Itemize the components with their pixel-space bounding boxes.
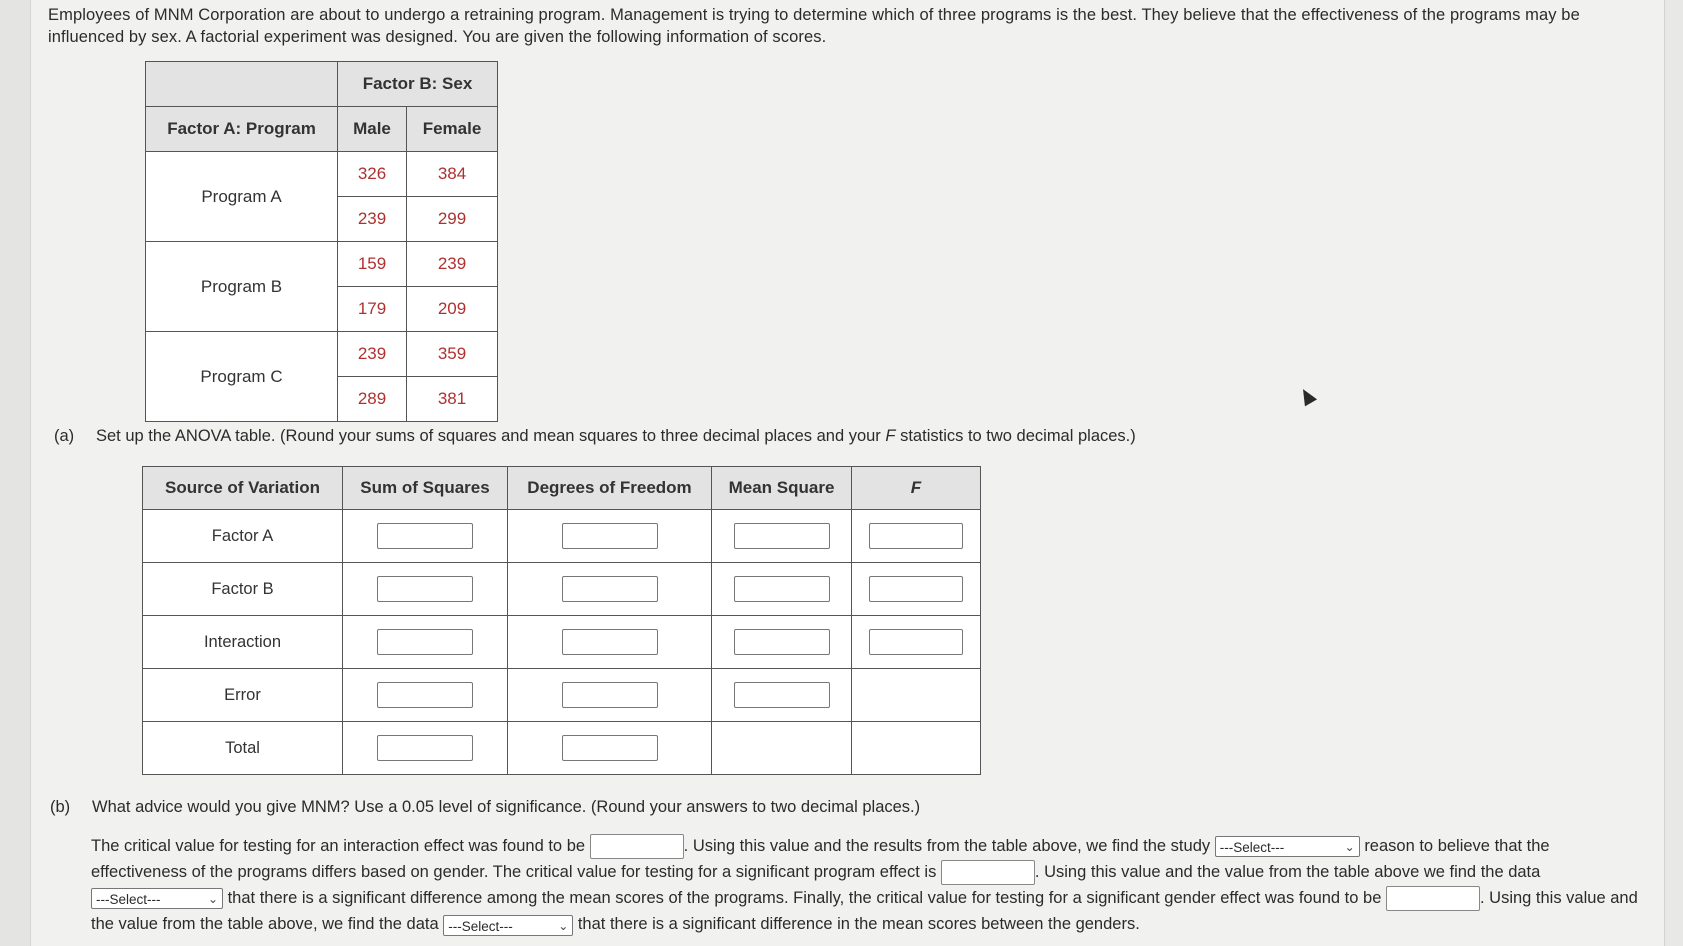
score-cell: 179	[338, 287, 407, 332]
header-source: Source of Variation	[143, 467, 343, 510]
mouse-cursor-icon	[1297, 386, 1317, 407]
score-cell: 209	[407, 287, 498, 332]
program-conclusion-select[interactable]: ---Select--- ⌄	[91, 888, 223, 909]
df-total-input[interactable]	[562, 735, 658, 761]
score-cell: 239	[407, 242, 498, 287]
empty-cell	[852, 669, 981, 722]
ss-factor-a-input[interactable]	[377, 523, 473, 549]
anova-row-factor-b	[143, 563, 981, 616]
program-label: Program B	[146, 242, 338, 332]
source-label: Total	[143, 722, 343, 775]
ss-factor-b-input[interactable]	[377, 576, 473, 602]
sentence-text: . Using this value and the value from the table above, we find the data	[91, 889, 1638, 934]
ss-error-input[interactable]	[377, 682, 473, 708]
part-b-label: (b)	[50, 798, 71, 816]
female-header: Female	[407, 107, 498, 152]
factor-a-header: Factor A: Program	[146, 107, 338, 152]
header-sum-of-squares: Sum of Squares	[343, 467, 508, 510]
f-interaction-input[interactable]	[869, 629, 963, 655]
header-f: F	[852, 467, 981, 510]
anova-row-total	[143, 722, 981, 775]
scores-table	[145, 61, 498, 422]
problem-intro: Employees of MNM Corporation are about to undergo a retraining program. Management is trying to determine which of three programs is the best. They believe that the effectiveness of the programs may be influenced by sex. A factorial experiment was designed. You are given the following information of scores.	[48, 6, 1580, 46]
header-degrees-of-freedom: Degrees of Freedom	[508, 467, 712, 510]
ms-factor-b-input[interactable]	[734, 576, 830, 602]
df-interaction-input[interactable]	[562, 629, 658, 655]
f-symbol: F	[885, 427, 896, 445]
sentence-text: that there is a significant difference in the mean scores between the genders.	[577, 915, 1140, 934]
score-cell: 299	[407, 197, 498, 242]
empty-cell	[712, 722, 852, 775]
part-a-instructions	[54, 427, 1136, 446]
f-factor-b-input[interactable]	[869, 576, 963, 602]
part-a-text-end: statistics to two decimal places.)	[900, 427, 1136, 445]
ss-interaction-input[interactable]	[377, 629, 473, 655]
anova-row-factor-a	[143, 510, 981, 563]
anova-table	[142, 466, 981, 775]
interaction-conclusion-select[interactable]: ---Select--- ⌄	[1215, 836, 1360, 857]
sentence-text: reason to believe that the effectiveness of the programs differs based on gender. The critical value for testing for a significant program effect is	[91, 837, 1550, 882]
chevron-down-icon: ⌄	[207, 892, 218, 907]
df-factor-b-input[interactable]	[562, 576, 658, 602]
chevron-down-icon: ⌄	[1344, 840, 1355, 855]
part-a-label: (a)	[54, 427, 75, 445]
score-cell: 384	[407, 152, 498, 197]
program-label: Program C	[146, 332, 338, 422]
sentence-text: . Using this value and the value from the table above we find the data	[1034, 863, 1541, 882]
program-label: Program A	[146, 152, 338, 242]
source-label: Error	[143, 669, 343, 722]
sentence-text: that there is a significant difference among the mean scores of the programs. Finally, the critical value for testing for a significant gender effect was found to be	[227, 889, 1382, 908]
part-b-question	[50, 798, 920, 817]
chevron-down-icon: ⌄	[558, 918, 569, 933]
score-cell: 326	[338, 152, 407, 197]
ss-total-input[interactable]	[377, 735, 473, 761]
gender-critical-value-input[interactable]	[1386, 886, 1480, 911]
source-label: Factor B	[143, 563, 343, 616]
header-mean-square: Mean Square	[712, 467, 852, 510]
left-page-edge	[0, 0, 31, 946]
score-cell: 239	[338, 197, 407, 242]
score-cell: 159	[338, 242, 407, 287]
source-label: Factor A	[143, 510, 343, 563]
empty-corner-cell	[146, 62, 338, 107]
f-factor-a-input[interactable]	[869, 523, 963, 549]
score-cell: 359	[407, 332, 498, 377]
anova-row-error	[143, 669, 981, 722]
sentence-text: The critical value for testing for an interaction effect was found to be	[91, 837, 586, 855]
factor-b-header: Factor B: Sex	[338, 62, 498, 107]
anova-row-interaction	[143, 616, 981, 669]
program-critical-value-input[interactable]	[941, 860, 1035, 885]
gender-conclusion-select[interactable]: ---Select--- ⌄	[443, 915, 573, 936]
part-a-text: Set up the ANOVA table. (Round your sums of squares and mean squares to three decimal places and your	[96, 427, 881, 445]
ms-factor-a-input[interactable]	[734, 523, 830, 549]
sentence-text: . Using this value and the results from the table above, we find the study	[683, 837, 1211, 855]
df-error-input[interactable]	[562, 682, 658, 708]
part-b-answer-paragraph	[91, 833, 1643, 937]
source-label: Interaction	[143, 616, 343, 669]
interaction-critical-value-input[interactable]	[590, 834, 684, 859]
score-cell: 289	[338, 377, 407, 422]
ms-interaction-input[interactable]	[734, 629, 830, 655]
score-cell: 239	[338, 332, 407, 377]
male-header: Male	[338, 107, 407, 152]
scrollbar[interactable]	[1664, 0, 1683, 946]
df-factor-a-input[interactable]	[562, 523, 658, 549]
empty-cell	[852, 722, 981, 775]
score-cell: 381	[407, 377, 498, 422]
part-b-text: What advice would you give MNM? Use a 0.05 level of significance. (Round your answers to two decimal places.)	[92, 798, 921, 816]
ms-error-input[interactable]	[734, 682, 830, 708]
